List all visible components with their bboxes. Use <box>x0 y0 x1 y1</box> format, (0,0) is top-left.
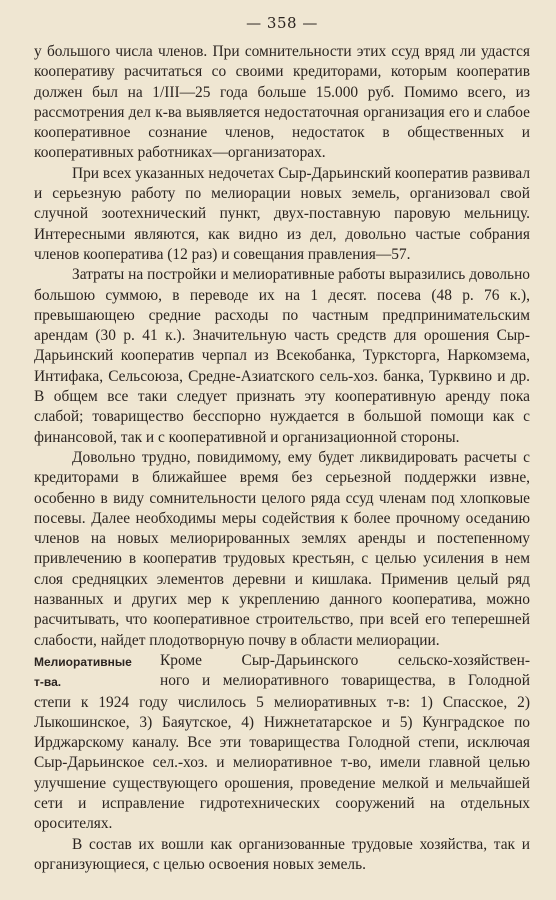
paragraph-4: Довольно трудно, повидимому, ему будет ликвидировать расчеты с кредиторами в ближайшее время без серьезной поддержки извне, особенно в виду сомнительности целого ряда ссуд членам под хлопковые посевы. Далее необходимы меры содействия к более прочному оседанию членов на новых мелиорированных землях аренды и постепенному привлечению в кооператив трудовых крестьян, с целью усиления в нем слоя средняцких элементов деревни и кишлака. Применив целый ряд названных и других мер к укреплению данного кооператива, можно расчитывать, что кооперативное строительство, при всей его теперешней слабости, найдет плодотворную почву в области мелиорации. <box>34 448 530 649</box>
side-heading-block <box>34 651 530 693</box>
side-paragraph-line-2: ного и мелиоративного товарищества, в Голодной <box>160 672 530 690</box>
side-paragraph-start <box>160 651 530 692</box>
paragraph-2: При всех указанных недочетах Сыр-Дарьинский кооператив развивал и серьезную работу по мелиорации новых земель, организовал свой случной зоотехнический пункт, двух-поставную паровую мельницу. Интересными являются, как видно из дел, довольно частые собрания членов кооператива (12 раз) и совещания правления—57. <box>34 164 530 263</box>
side-heading <box>34 651 160 693</box>
paragraph-1: у большого числа членов. При сомнительности этих ссуд вряд ли удастся кооперативу расчитаться со своими кредиторами, которым кооператив должен был на 1/III—25 года больше 15.000 руб. Помимо всего, из рассмотрения дел к-ва выявляется недостаточная организация его и слабое кооперативное сознание членов, недостаток в общественных и кооперативных работниках—организаторах. <box>34 43 530 162</box>
side-paragraph-rest: степи к 1924 году числилось 5 мелиоративных т-в: 1) Спасское, 2) Лыкошинское, 3) Баяутское, 4) Нижнетатарское и 5) Кунградское по Ирджарскому каналу. Все эти товарищества Голодной степи, исключая Сыр-Дарьинское сел.-хоз. и мелиоративное т-во, имели главной целью улучшение существующего орошения, проведение мелкой и мельчайшей сети и исправление гидротехнических сооружений на отдельных оросителях. <box>34 693 530 833</box>
body-text <box>34 42 530 875</box>
page-number: — 358 — <box>246 14 318 32</box>
final-paragraph: В состав их вошли как организованные трудовые хозяйства, так и организующиеся, с целью освоения новых земель. <box>34 835 530 873</box>
paragraph-3: Затраты на постройки и мелиоративные работы выразились довольно большою суммою, в переводе их на 1 десят. посева (48 р. 76 к.), превышающею средние расходы по частным предпринимательским арендам (30 р. 41 к.). Значительную часть средств для орошения Сыр-Дарьинский кооператив черпал из Всекобанка, Турксторга, Наркомзема, Интифака, Сельсоюза, Средне-Азиатского сель-хоз. банка, Турквино и др. В общем все таки следует признать эту кооперативную аренду пока слабой; товарищество бесспорно нуждается в большой помощи как с финансовой, так и с кооперативной и организационной стороны. <box>34 266 530 446</box>
side-paragraph-line-1: Кроме Сыр-Дарьинского сельско-хозяйствен- <box>160 651 530 669</box>
side-heading-line-2: т-ва. <box>34 675 62 690</box>
side-heading-line-1: Мелиоративные <box>34 654 132 669</box>
